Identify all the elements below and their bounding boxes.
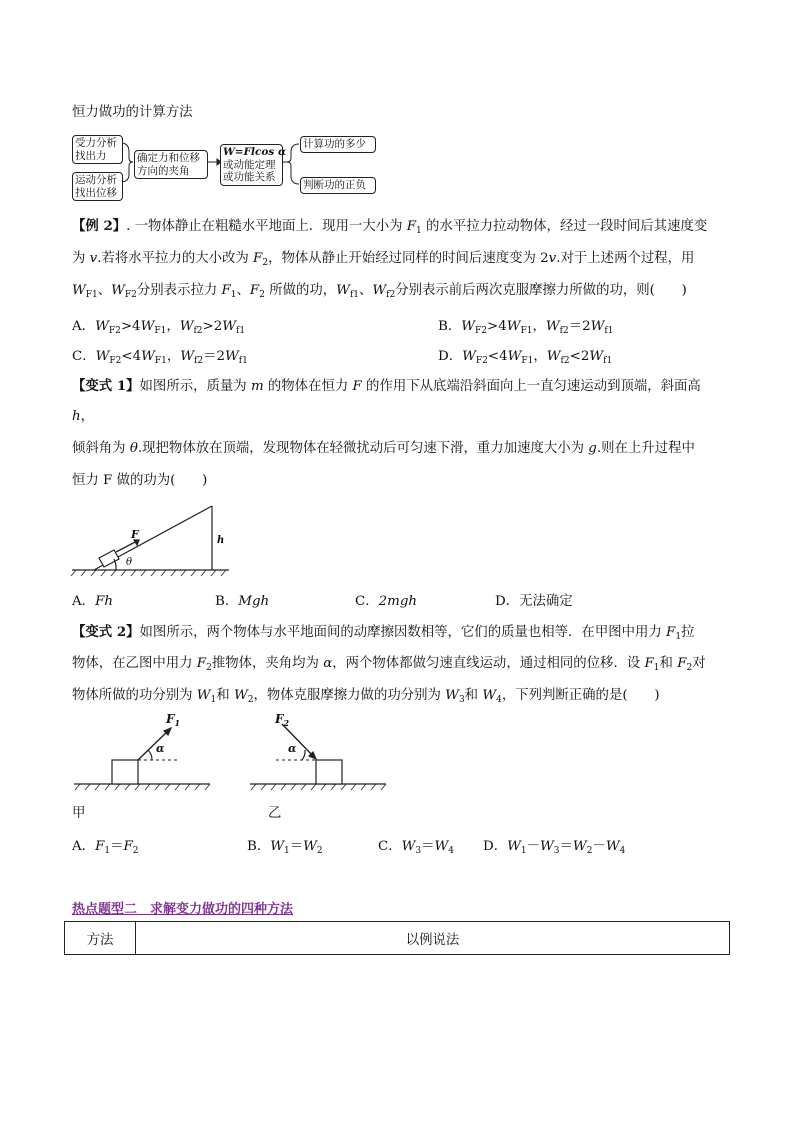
text: 拉 [681, 625, 695, 640]
example2-line3: $W_{F1}$、$W_{F2}$分别表示拉力 $F_1$、$F_2$ 所做的功，$W_{f1}$、$W_{f2}$分别表示前后两次克服摩擦力所做的功，则( ) [72, 283, 687, 300]
flow-text: 找出力 [75, 149, 107, 162]
theta-label: θ [126, 557, 133, 568]
flow-text: W=Flcos α [223, 146, 287, 158]
text: ，物体克服摩擦力做的功分别为 [253, 688, 446, 703]
example2-option-d[interactable]: D．$W_{F2}<4W_{F1}$，$W_{f2}<2W_{f1}$ [438, 349, 613, 366]
text: ，物体从静止开始经过同样的时间后速度变为 2 [268, 251, 549, 266]
figure-jia-label: 甲 [72, 806, 86, 821]
text: 对 [692, 656, 706, 671]
variant1-line1: 【变式 1】如图所示，质量为 m 的物体在恒力 F 的作用下从底端沿斜面向上一直匀速运动到顶端，斜面高 [72, 378, 701, 394]
force-diagram [70, 708, 400, 798]
text: 推物体，夹角均为 [211, 656, 324, 671]
variant2-option-c[interactable]: C．$W_3=W_4$ [378, 839, 455, 856]
text: 如图所示，两个物体与水平地面间的动摩擦因数相等，它们的质量也相等．在甲图中用力 [139, 625, 667, 640]
flow-box-formula [220, 144, 287, 186]
variant2-option-d[interactable]: D．$W_1-W_3=W_2-W_4$ [483, 839, 626, 856]
text: 分别表示拉力 [136, 283, 222, 298]
flow-box-amount: 计算功的多少 [300, 136, 376, 153]
flow-box-force [72, 135, 123, 164]
variant1-line2: h， [72, 409, 95, 424]
f1-label: $F_1$ [166, 712, 181, 728]
text: 和 [464, 688, 483, 703]
text: 和 [216, 688, 234, 703]
methods-table [64, 921, 730, 955]
text: . 一物体静止在粗糙水平地面上．现用一大小为 [126, 219, 407, 234]
text: 2mgh [378, 594, 418, 609]
variant1-option-c[interactable] [355, 590, 417, 609]
text: B． [438, 319, 462, 334]
text: 的作用下从底端沿斜面向上一直匀速运动到顶端，斜面高 [361, 379, 701, 394]
example2-tag: 【例 2】 [72, 218, 127, 234]
text: B． [247, 839, 271, 854]
flow-text: 受力分析 [75, 137, 117, 149]
text: .现把物体放在顶端，发现物体在轻微扰动后可匀速下滑，重力加速度大小为 [137, 441, 589, 456]
flow-box-angle [134, 150, 208, 179]
height-label: h [217, 535, 225, 546]
variant2-option-b[interactable]: B．$W_1=W_2$ [247, 839, 323, 856]
variant2-option-a[interactable]: A．$F_1=F_2$ [72, 839, 139, 856]
incline-diagram [66, 500, 236, 578]
flow-text: 方向的夹角 [137, 164, 190, 177]
figure-yi-label: 乙 [268, 806, 282, 821]
text: C． [72, 349, 96, 364]
text: 物体，在乙图中用力 [72, 656, 197, 671]
text: .对于上述两个过程，用 [556, 251, 695, 266]
text: 如图所示，质量为 [139, 379, 251, 394]
alpha-label-2: α [288, 742, 297, 755]
text: 物体所做的功分别为 [72, 688, 197, 703]
text: A． [72, 594, 96, 609]
text: A． [72, 319, 96, 334]
text: 的水平拉力拉动物体，经过一段时间后其速度变 [421, 219, 708, 234]
text: D． [483, 839, 508, 854]
flow-text: 运动分析 [75, 174, 117, 186]
table-header-method: 方法 [65, 922, 136, 955]
flow-text: 确定力和位移 [137, 152, 200, 164]
example2-option-b[interactable]: B．$W_{F2}>4W_{F1}$，$W_{f2}=2W_{f1}$ [438, 319, 614, 336]
example2-option-c[interactable]: C．$W_{F2}<4W_{F1}$，$W_{f2}=2W_{f1}$ [72, 349, 248, 366]
text: 为 [72, 251, 90, 266]
text: B． [215, 594, 239, 609]
text: Mgh [238, 594, 270, 609]
text: Fh [95, 594, 113, 609]
section-heading: 热点题型二 求解变力做功的四种方法 [72, 902, 294, 917]
example2-line1: 【例 2】. 一物体静止在粗糙水平地面上．现用一大小为 $F_1$ 的水平拉力拉动物体，经过一段时间后其速度变 [72, 218, 708, 236]
text: C． [378, 839, 402, 854]
text: 的物体在恒力 [263, 379, 353, 394]
variant1-tag: 【变式 1】 [72, 378, 140, 394]
text: .则在上升过程中 [596, 441, 695, 456]
text: D． [438, 349, 463, 364]
force-label: F [131, 528, 139, 541]
variant2-line3: 物体所做的功分别为 $W_1$和 $W_2$，物体克服摩擦力做的功分别为 $W_3$和 $W_4$，下列判断正确的是( ) [72, 688, 660, 705]
text: 分别表示前后两次克服摩擦力所做的功，则( ) [395, 283, 687, 298]
example2-line2: 为 v.若将水平拉力的大小改为 $F_2$，物体从静止开始经过同样的时间后速度变为 2v.对于上述两个过程，用 [72, 251, 695, 268]
text: 和 [659, 656, 678, 671]
variant1-option-b[interactable] [215, 590, 269, 609]
text: .若将水平拉力的大小改为 [97, 251, 254, 266]
variant2-line2: 物体，在乙图中用力 $F_2$推物体，夹角均为 α，两个物体都做匀速直线运动，通过相同的位移．设 $F_1$和 $F_2$对 [72, 656, 706, 673]
text: A． [72, 839, 96, 854]
flow-text: 或动能定理 [223, 158, 276, 171]
variant1-line3: 倾斜角为 θ.现把物体放在顶端，发现物体在轻微扰动后可匀速下滑，重力加速度大小为 g.则在上升过程中 [72, 441, 695, 456]
variant1-option-d[interactable]: D．无法确定 [495, 594, 573, 609]
flow-box-motion [72, 172, 123, 201]
text: 倾斜角为 [72, 441, 130, 456]
f2-label: $F_2$ [275, 712, 290, 728]
text: C． [355, 594, 379, 609]
text: ，下列判断正确的是( ) [501, 688, 660, 703]
text: ，两个物体都做匀速直线运动，通过相同的位移．设 [332, 656, 645, 671]
example2-option-a[interactable]: A．$W_{F2}>4W_{F1}$，$W_{f2}>2W_{f1}$ [72, 319, 246, 336]
variant1-option-a[interactable] [72, 590, 113, 609]
alpha-label-1: α [156, 742, 165, 755]
variant1-line4: 恒力 F 做的功为( ) [72, 473, 208, 488]
flow-text: 找出位移 [75, 186, 117, 199]
flow-text: 或功能关系 [223, 171, 276, 183]
flow-box-sign: 判断功的正负 [300, 177, 376, 194]
table-header-example: 以例说法 [136, 922, 730, 955]
table-header-row [65, 922, 730, 955]
text: 所做的功， [264, 283, 337, 298]
variant2-tag: 【变式 2】 [72, 624, 140, 640]
variant2-line1: 【变式 2】如图所示，两个物体与水平地面间的动摩擦因数相等，它们的质量也相等．在甲图中用力 $F_1$拉 [72, 624, 695, 642]
text: h [72, 409, 81, 424]
section-title: 恒力做功的计算方法 [72, 105, 193, 120]
